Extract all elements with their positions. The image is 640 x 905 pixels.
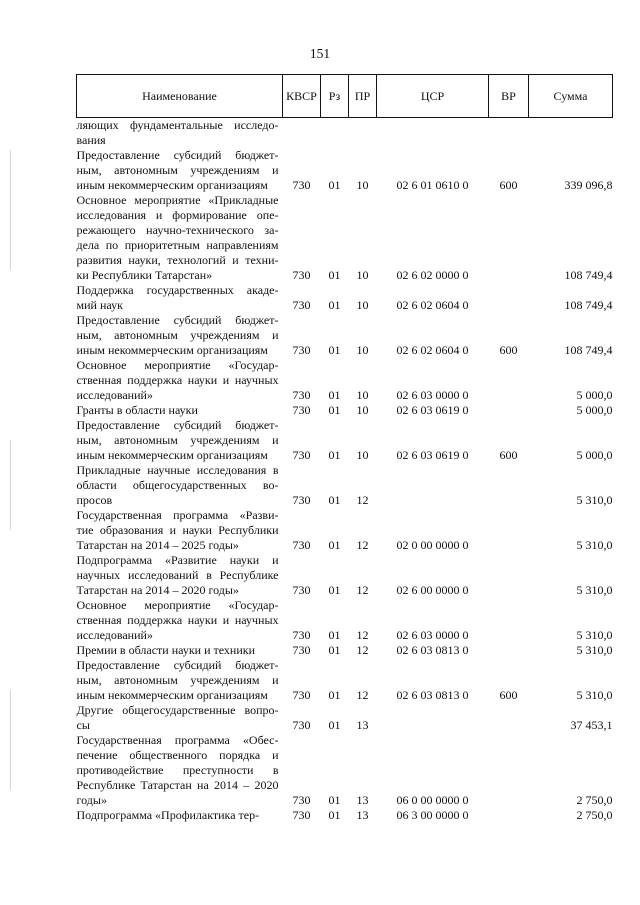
row-pr: 13 (356, 808, 369, 822)
row-kvsr: 730 (292, 448, 311, 462)
column-header-name: Наименование (77, 75, 283, 118)
row-kvsr: 730 (292, 298, 311, 312)
page-number: 151 (309, 46, 331, 61)
row-rz: 01 (328, 538, 341, 552)
row-sum: 108 749,4 (564, 268, 613, 282)
row-name-line: просов (76, 493, 113, 507)
row-name-line: ственная поддержка науки и научных (76, 613, 279, 627)
row-kvsr: 730 (292, 538, 311, 552)
row-csr (377, 703, 489, 733)
row-sum: 5 310,0 (576, 493, 613, 507)
row-name (77, 118, 283, 149)
row-rz: 01 (328, 793, 341, 807)
row-name (77, 148, 283, 193)
scan-edge-mark (10, 440, 11, 530)
row-pr: 10 (356, 448, 369, 462)
row-vr (489, 283, 529, 313)
row-name-line: исследований» (76, 628, 153, 642)
row-name-line: мий наук (76, 298, 123, 312)
row-vr (489, 463, 529, 508)
row-pr: 10 (356, 178, 369, 192)
table-body (77, 118, 613, 824)
row-vr (489, 808, 529, 823)
row-name-line: ственная поддержка науки и научных (76, 373, 279, 387)
row-kvsr: 730 (292, 343, 311, 357)
row-kvsr: 730 (292, 808, 311, 822)
table-row (77, 313, 613, 358)
row-vr: 600 (499, 343, 518, 357)
table-row (77, 808, 613, 823)
row-name (77, 508, 283, 553)
row-vr (489, 733, 529, 808)
row-sum: 2 750,0 (576, 808, 613, 822)
row-vr (489, 508, 529, 553)
row-sum (529, 118, 613, 149)
row-pr: 12 (356, 583, 369, 597)
row-name-line: Предоставление субсидий бюджет- (76, 148, 279, 162)
row-name-line: Основное мероприятие «Государ- (76, 358, 279, 372)
row-pr: 12 (356, 643, 369, 657)
row-name (77, 403, 283, 418)
row-rz: 01 (328, 448, 341, 462)
row-kvsr: 730 (292, 178, 311, 192)
table-row (77, 358, 613, 403)
row-rz: 01 (328, 493, 341, 507)
scan-edge-mark (10, 690, 11, 790)
row-name-line: области общегосударственных во- (76, 478, 279, 492)
row-name-line: Гранты в области науки (76, 403, 198, 417)
table-row (77, 553, 613, 598)
row-rz (321, 118, 349, 149)
row-sum: 108 749,4 (564, 343, 613, 357)
row-name-line: годы» (76, 793, 107, 807)
row-name-line: Государственная программа «Разви- (76, 508, 279, 522)
table-row (77, 703, 613, 733)
row-pr: 10 (356, 343, 369, 357)
row-rz: 01 (328, 718, 341, 732)
row-rz: 01 (328, 688, 341, 702)
row-name (77, 658, 283, 703)
row-name-line: иным некоммерческим организациям (76, 178, 268, 192)
row-name-line: научных исследований в Республике (76, 568, 279, 582)
table-row (77, 598, 613, 643)
row-name-line: ляющих фундаментальные исследо- (76, 118, 279, 132)
row-kvsr (283, 118, 321, 149)
row-sum: 5 310,0 (576, 628, 613, 642)
row-name (77, 283, 283, 313)
row-csr: 02 6 02 0604 0 (396, 298, 469, 312)
row-pr: 12 (356, 688, 369, 702)
row-csr: 02 6 03 0619 0 (396, 403, 469, 417)
row-rz: 01 (328, 583, 341, 597)
table-row (77, 508, 613, 553)
row-pr: 10 (356, 298, 369, 312)
row-name-line: Другие общегосударственные вопро- (76, 703, 279, 717)
row-csr: 06 3 00 0000 0 (396, 808, 469, 822)
row-vr (489, 358, 529, 403)
row-name-line: дела по приоритетным направлениям (76, 238, 279, 252)
row-name-line: Предоставление субсидий бюджет- (76, 418, 279, 432)
row-name (77, 553, 283, 598)
row-pr: 12 (356, 493, 369, 507)
row-name (77, 643, 283, 658)
row-name-line: противодействие преступности в (76, 763, 279, 777)
row-name (77, 418, 283, 463)
table-row (77, 283, 613, 313)
row-pr: 13 (356, 718, 369, 732)
row-name-line: Прикладные научные исследования в (76, 463, 279, 477)
row-kvsr: 730 (292, 388, 311, 402)
row-name (77, 358, 283, 403)
row-name-line: Основное мероприятие «Государ- (76, 598, 279, 612)
row-name-line: исследования и формирование опе- (76, 208, 279, 222)
row-kvsr: 730 (292, 403, 311, 417)
row-kvsr: 730 (292, 493, 311, 507)
row-name-line: сы (76, 718, 90, 732)
row-vr (489, 193, 529, 283)
row-pr (349, 118, 377, 149)
row-name (77, 313, 283, 358)
table-row (77, 418, 613, 463)
row-rz: 01 (328, 388, 341, 402)
table-row (77, 733, 613, 808)
row-kvsr: 730 (292, 688, 311, 702)
row-pr: 10 (356, 268, 369, 282)
row-sum: 5 310,0 (576, 643, 613, 657)
row-rz: 01 (328, 298, 341, 312)
row-name-line: ным, автономным учреждениям и (76, 673, 279, 687)
row-name-line: иным некоммерческим организациям (76, 448, 268, 462)
row-sum: 5 000,0 (576, 448, 613, 462)
budget-table (76, 74, 613, 823)
row-name-line: Основное мероприятие «Прикладные (76, 193, 279, 207)
row-sum: 339 096,8 (564, 178, 613, 192)
table-row (77, 193, 613, 283)
row-name-line: Предоставление субсидий бюджет- (76, 658, 279, 672)
row-name-line: Подпрограмма «Профилактика тер- (76, 808, 260, 822)
row-vr: 600 (499, 448, 518, 462)
row-name (77, 598, 283, 643)
row-name-line: иным некоммерческим организациям (76, 343, 268, 357)
row-name-line: Подпрограмма «Развитие науки и (76, 553, 279, 567)
table-row (77, 403, 613, 418)
row-csr: 06 0 00 0000 0 (396, 793, 469, 807)
row-csr: 02 6 02 0604 0 (396, 343, 469, 357)
row-name-line: тие образования и науки Республики (76, 523, 279, 537)
row-sum: 5 310,0 (576, 583, 613, 597)
row-pr: 12 (356, 628, 369, 642)
row-rz: 01 (328, 808, 341, 822)
row-rz: 01 (328, 343, 341, 357)
column-header-pr: ПР (349, 75, 377, 118)
row-name (77, 808, 283, 823)
row-name-line: Государственная программа «Обес- (76, 733, 279, 747)
row-name-line: Премии в области науки и техники (76, 643, 256, 657)
row-vr (489, 703, 529, 733)
table-row (77, 148, 613, 193)
row-rz: 01 (328, 268, 341, 282)
row-name-line: иным некоммерческим организациям (76, 688, 268, 702)
row-vr (489, 553, 529, 598)
row-sum: 2 750,0 (576, 793, 613, 807)
column-header-kvsr: КВСР (283, 75, 321, 118)
column-header-csr: ЦСР (377, 75, 489, 118)
row-pr: 12 (356, 538, 369, 552)
row-csr: 02 6 00 0000 0 (396, 583, 469, 597)
row-sum: 108 749,4 (564, 298, 613, 312)
table-header-row (77, 75, 613, 118)
row-vr (489, 118, 529, 149)
row-name-line: Татарстан на 2014 – 2025 годы» (76, 538, 239, 552)
row-name (77, 193, 283, 283)
column-header-vr: ВР (489, 75, 529, 118)
row-name-line: ки Республики Татарстан» (76, 268, 213, 282)
row-name (77, 463, 283, 508)
row-name-line: режающего научно-технического за- (76, 223, 279, 237)
row-pr: 10 (356, 403, 369, 417)
row-name-line: печение общественного порядка и (76, 748, 279, 762)
row-name (77, 703, 283, 733)
row-name-line: Поддержка государственных акаде- (76, 283, 279, 297)
table-row (77, 118, 613, 149)
row-pr: 10 (356, 388, 369, 402)
row-csr: 02 6 01 0610 0 (396, 178, 469, 192)
row-rz: 01 (328, 643, 341, 657)
row-csr: 02 6 03 0813 0 (396, 688, 469, 702)
row-kvsr: 730 (292, 583, 311, 597)
row-vr: 600 (499, 688, 518, 702)
table-row (77, 463, 613, 508)
row-csr: 02 6 03 0000 0 (396, 388, 469, 402)
row-vr (489, 403, 529, 418)
row-sum: 37 453,1 (570, 718, 613, 732)
table-row (77, 643, 613, 658)
row-name-line: ным, автономным учреждениям и (76, 163, 279, 177)
row-rz: 01 (328, 178, 341, 192)
row-csr: 02 6 03 0813 0 (396, 643, 469, 657)
row-sum: 5 310,0 (576, 688, 613, 702)
row-csr: 02 6 02 0000 0 (396, 268, 469, 282)
column-header-sum: Сумма (529, 75, 613, 118)
table-row (77, 658, 613, 703)
row-rz: 01 (328, 628, 341, 642)
scan-edge-mark (10, 150, 11, 270)
row-csr: 02 6 03 0619 0 (396, 448, 469, 462)
row-name-line: ным, автономным учреждениям и (76, 433, 279, 447)
row-name (77, 733, 283, 808)
row-name-line: ным, автономным учреждениям и (76, 328, 279, 342)
row-pr: 13 (356, 793, 369, 807)
row-kvsr: 730 (292, 268, 311, 282)
row-sum: 5 310,0 (576, 538, 613, 552)
row-kvsr: 730 (292, 793, 311, 807)
row-name-line: Республике Татарстан на 2014 – 2020 (76, 778, 279, 792)
row-sum: 5 000,0 (576, 388, 613, 402)
row-name-line: исследований» (76, 388, 153, 402)
row-name-line: Татарстан на 2014 – 2020 годы» (76, 583, 239, 597)
row-csr (377, 463, 489, 508)
row-sum: 5 000,0 (576, 403, 613, 417)
row-kvsr: 730 (292, 718, 311, 732)
row-rz: 01 (328, 403, 341, 417)
row-vr: 600 (499, 178, 518, 192)
row-kvsr: 730 (292, 628, 311, 642)
row-name-line: вания (76, 133, 106, 147)
row-csr: 02 0 00 0000 0 (396, 538, 469, 552)
row-name-line: Предоставление субсидий бюджет- (76, 313, 279, 327)
row-csr (377, 118, 489, 149)
column-header-rz: Рз (321, 75, 349, 118)
row-vr (489, 598, 529, 643)
row-name-line: развития науки, технологий и техни- (76, 253, 279, 267)
row-vr (489, 643, 529, 658)
row-kvsr: 730 (292, 643, 311, 657)
row-csr: 02 6 03 0000 0 (396, 628, 469, 642)
